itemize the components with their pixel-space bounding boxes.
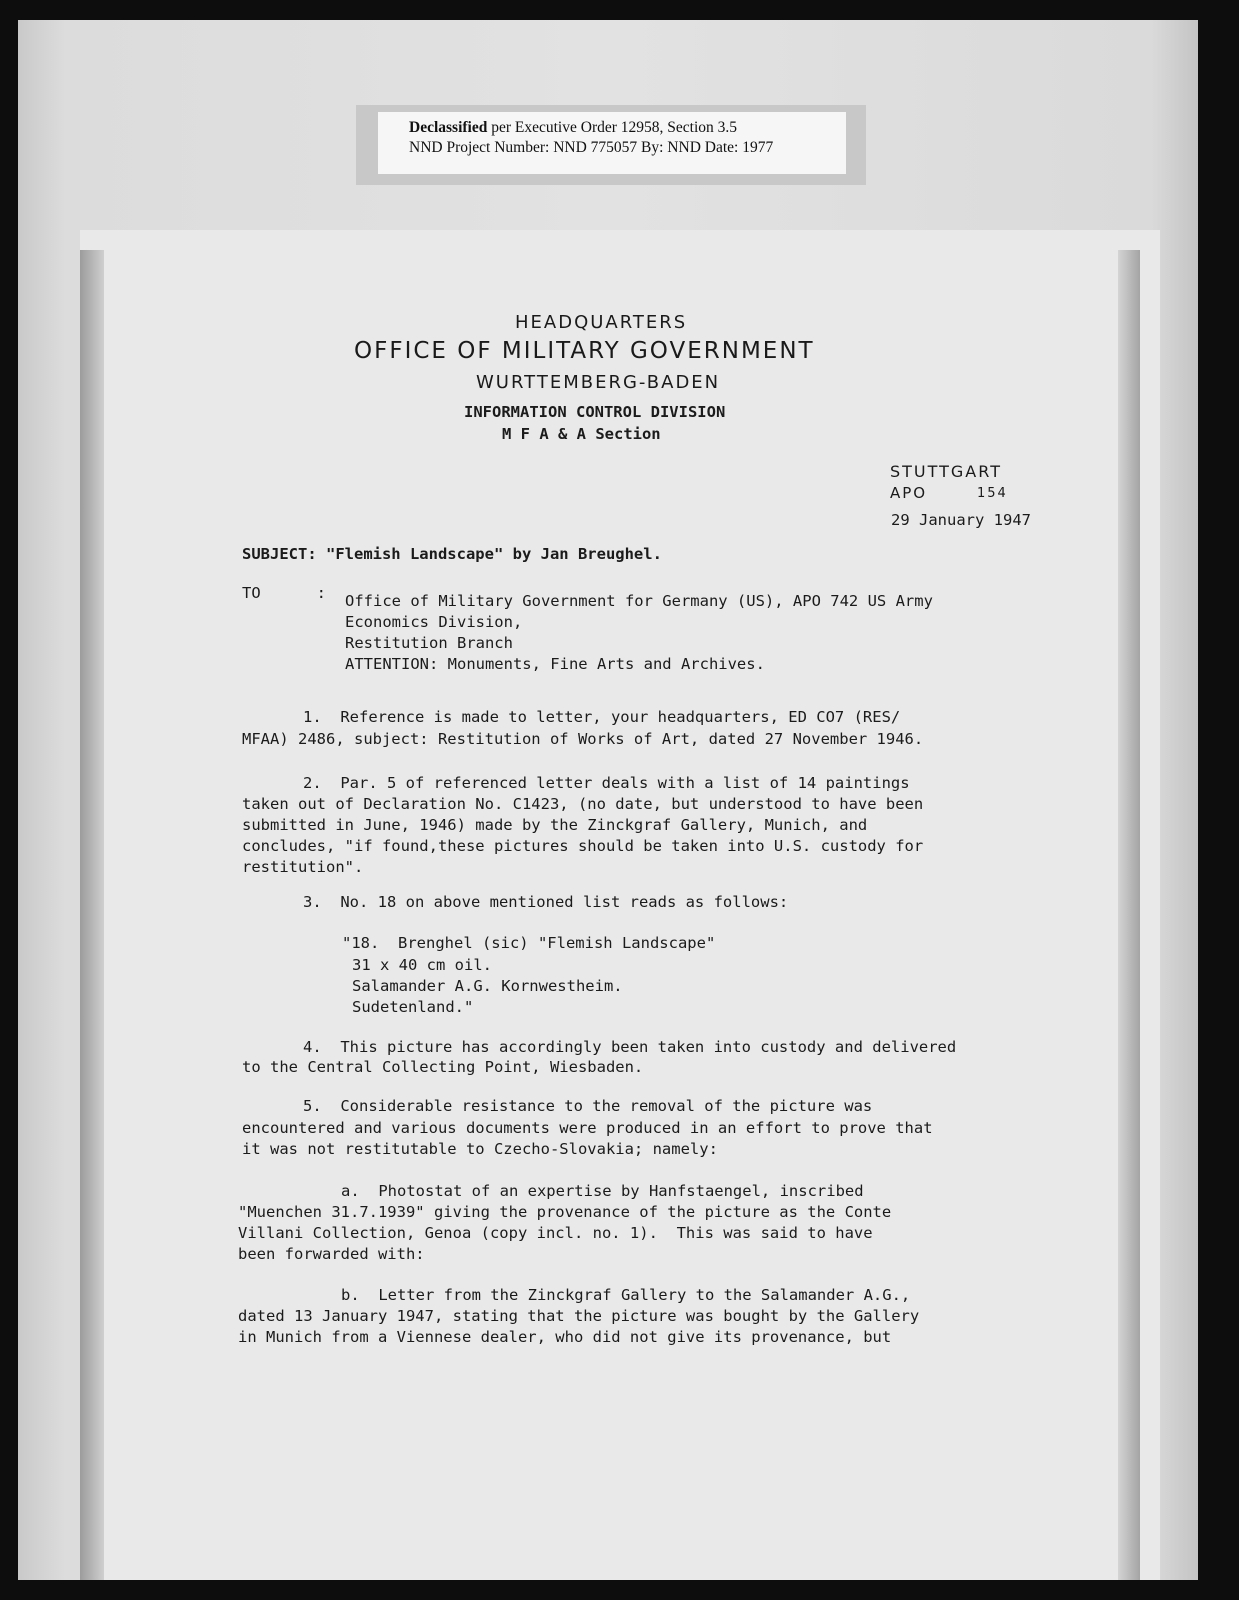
para4-line-1: 4. This picture has accordingly been taken into custody and delivered bbox=[303, 1038, 957, 1056]
quote-line-4: Sudetenland." bbox=[352, 998, 474, 1016]
quote-line-2: 31 x 40 cm oil. bbox=[352, 956, 492, 974]
para5-line-1: 5. Considerable resistance to the removal of the picture was bbox=[303, 1097, 873, 1115]
para2-line-2: taken out of Declaration No. C1423, (no date, but understood to have been bbox=[242, 795, 924, 813]
para-a-line-3: Villani Collection, Genoa (copy incl. no. 1). This was said to have bbox=[238, 1224, 873, 1242]
para2-line-1: 2. Par. 5 of referenced letter deals with a list of 14 paintings bbox=[303, 774, 910, 792]
para1-line-1: 1. Reference is made to letter, your headquarters, ED CO7 (RES/ bbox=[303, 708, 901, 726]
stamp-line-1 bbox=[409, 118, 846, 138]
letterhead-office: OFFICE OF MILITARY GOVERNMENT bbox=[354, 338, 815, 364]
apo-number: 154 bbox=[977, 486, 1008, 501]
page-shadow-right bbox=[1118, 250, 1140, 1580]
para2-line-3: submitted in June, 1946) made by the Zinckgraf Gallery, Munich, and bbox=[242, 816, 868, 834]
para3-line-1: 3. No. 18 on above mentioned list reads as follows: bbox=[303, 893, 789, 911]
letterhead-section: M F A & A Section bbox=[502, 425, 661, 443]
para2-line-5: restitution". bbox=[242, 858, 364, 876]
para5-line-2: encountered and various documents were produced in an effort to prove that bbox=[242, 1119, 933, 1137]
stamp-declassified: Declassified bbox=[409, 119, 488, 136]
page-shadow-left bbox=[80, 250, 104, 1580]
city: STUTTGART bbox=[890, 462, 1002, 481]
to-label: TO : bbox=[242, 584, 326, 602]
para5-line-3: it was not restitutable to Czecho-Slovakia; namely: bbox=[242, 1140, 718, 1158]
letterhead-division: INFORMATION CONTROL DIVISION bbox=[464, 403, 726, 421]
para-a-line-1: a. Photostat of an expertise by Hanfstaengel, inscribed bbox=[341, 1182, 864, 1200]
para1-line-2: MFAA) 2486, subject: Restitution of Works of Art, dated 27 November 1946. bbox=[242, 730, 924, 748]
para4-line-2: to the Central Collecting Point, Wiesbaden. bbox=[242, 1058, 644, 1076]
letterhead-state: WURTTEMBERG-BADEN bbox=[476, 372, 721, 393]
declassification-stamp bbox=[378, 112, 846, 174]
letterhead-headquarters: HEADQUARTERS bbox=[515, 312, 688, 333]
para2-line-4: concludes, "if found,these pictures should be taken into U.S. custody for bbox=[242, 837, 924, 855]
para-a-line-4: been forwarded with: bbox=[238, 1245, 425, 1263]
letter-date: 29 January 1947 bbox=[891, 511, 1031, 529]
stamp-line-2: NND Project Number: NND 775057 By: NND Date: 1977 bbox=[409, 139, 774, 156]
to-line-2: Economics Division, bbox=[345, 613, 523, 631]
para-b-line-2: dated 13 January 1947, stating that the picture was bought by the Gallery bbox=[238, 1307, 920, 1325]
to-attention: ATTENTION: Monuments, Fine Arts and Archives. bbox=[345, 655, 765, 673]
para-b-line-1: b. Letter from the Zinckgraf Gallery to the Salamander A.G., bbox=[341, 1286, 911, 1304]
to-line-1: Office of Military Government for Germany (US), APO 742 US Army bbox=[345, 592, 933, 610]
para-b-line-3: in Munich from a Viennese dealer, who did not give its provenance, but bbox=[238, 1328, 892, 1346]
apo-label: APO bbox=[890, 484, 928, 502]
quote-line-3: Salamander A.G. Kornwestheim. bbox=[352, 977, 623, 995]
subject-line: SUBJECT: "Flemish Landscape" by Jan Breughel. bbox=[242, 545, 662, 563]
to-line-3: Restitution Branch bbox=[345, 634, 513, 652]
para-a-line-2: "Muenchen 31.7.1939" giving the provenance of the picture as the Conte bbox=[238, 1203, 892, 1221]
quote-line-1: "18. Brenghel (sic) "Flemish Landscape" bbox=[342, 934, 716, 952]
stamp-order: per Executive Order 12958, Section 3.5 bbox=[487, 119, 738, 136]
